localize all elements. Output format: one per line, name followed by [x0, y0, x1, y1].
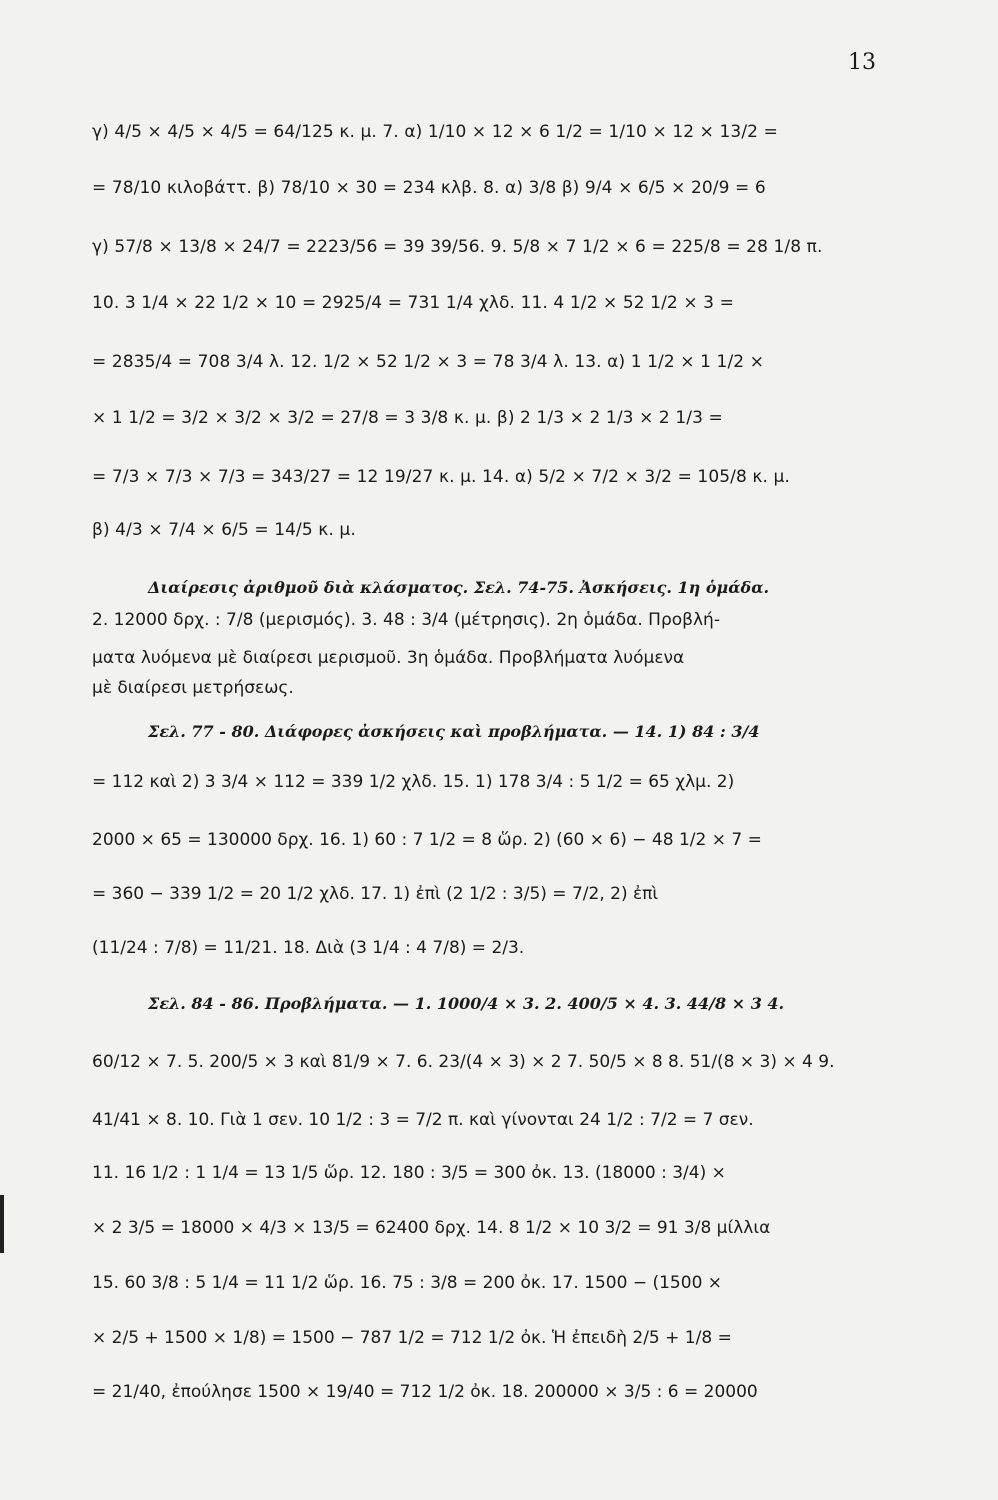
section2-line-1: = 112 καὶ 2) 3 3/4 × 112 = 339 1/2 χλδ. 15. 1) 178 3/4 : 5 1/2 = 65 χλμ. 2): [92, 772, 735, 792]
section3-line-6: × 2/5 + 1500 × 1/8) = 1500 − 787 1/2 = 712 1/2 ὀκ. Ἡ ἐπειδὴ 2/5 + 1/8 =: [92, 1328, 732, 1348]
page-edge-mark: [0, 1195, 4, 1253]
section1-line-3: μὲ διαίρεσι μετρήσεως.: [92, 678, 294, 698]
section-heading-exercises: Σελ. 77 - 80. Διάφορες ἀσκήσεις καὶ προβλήματα. — 14. 1) 84 : 3/4: [148, 722, 760, 741]
section3-line-7: = 21/40, ἐπούλησε 1500 × 19/40 = 712 1/2 ὀκ. 18. 200000 × 3/5 : 6 = 20000: [92, 1382, 758, 1402]
section3-line-4: × 2 3/5 = 18000 × 4/3 × 13/5 = 62400 δρχ. 14. 8 1/2 × 10 3/2 = 91 3/8 μίλλια: [92, 1218, 771, 1238]
section1-line-1: 2. 12000 δρχ. : 7/8 (μερισμός). 3. 48 : 3/4 (μέτρησις). 2η ὁμάδα. Προβλή-: [92, 610, 720, 630]
answer-line-1: γ) 4/5 × 4/5 × 4/5 = 64/125 κ. μ. 7. α) 1/10 × 12 × 6 1/2 = 1/10 × 12 × 13/2 =: [92, 122, 778, 142]
answer-line-4: 10. 3 1/4 × 22 1/2 × 10 = 2925/4 = 731 1/4 χλδ. 11. 4 1/2 × 52 1/2 × 3 =: [92, 293, 734, 313]
section-heading-problems: Σελ. 84 - 86. Προβλήματα. — 1. 1000/4 × 3. 2. 400/5 × 4. 3. 44/8 × 3 4.: [148, 994, 785, 1013]
section-heading-division: Διαίρεσις ἀριθμοῦ διὰ κλάσματος. Σελ. 74-75. Ἀσκήσεις. 1η ὁμάδα.: [148, 578, 770, 597]
answer-line-3: γ) 57/8 × 13/8 × 24/7 = 2223/56 = 39 39/56. 9. 5/8 × 7 1/2 × 6 = 225/8 = 28 1/8 π.: [92, 237, 823, 257]
section2-line-2: 2000 × 65 = 130000 δρχ. 16. 1) 60 : 7 1/2 = 8 ὥρ. 2) (60 × 6) − 48 1/2 × 7 =: [92, 830, 762, 850]
answer-line-8: β) 4/3 × 7/4 × 6/5 = 14/5 κ. μ.: [92, 520, 356, 540]
answer-line-5: = 2835/4 = 708 3/4 λ. 12. 1/2 × 52 1/2 × 3 = 78 3/4 λ. 13. α) 1 1/2 × 1 1/2 ×: [92, 352, 765, 372]
page-number: 13: [848, 50, 876, 75]
section3-line-3: 11. 16 1/2 : 1 1/4 = 13 1/5 ὥρ. 12. 180 : 3/5 = 300 ὀκ. 13. (18000 : 3/4) ×: [92, 1163, 726, 1183]
section3-line-1: 60/12 × 7. 5. 200/5 × 3 καὶ 81/9 × 7. 6. 23/(4 × 3) × 2 7. 50/5 × 8 8. 51/(8 × 3) × 4 9.: [92, 1052, 835, 1072]
answer-line-7: = 7/3 × 7/3 × 7/3 = 343/27 = 12 19/27 κ. μ. 14. α) 5/2 × 7/2 × 3/2 = 105/8 κ. μ.: [92, 467, 790, 487]
section2-line-3: = 360 − 339 1/2 = 20 1/2 χλδ. 17. 1) ἐπὶ (2 1/2 : 3/5) = 7/2, 2) ἐπὶ: [92, 884, 659, 904]
section1-line-2: ματα λυόμενα μὲ διαίρεσι μερισμοῦ. 3η ὁμάδα. Προβλήματα λυόμενα: [92, 648, 685, 668]
section3-line-2: 41/41 × 8. 10. Γιὰ 1 σεν. 10 1/2 : 3 = 7/2 π. καὶ γίνονται 24 1/2 : 7/2 = 7 σεν.: [92, 1110, 754, 1130]
section2-line-4: (11/24 : 7/8) = 11/21. 18. Διὰ (3 1/4 : 4 7/8) = 2/3.: [92, 938, 525, 958]
section3-line-5: 15. 60 3/8 : 5 1/4 = 11 1/2 ὥρ. 16. 75 : 3/8 = 200 ὀκ. 17. 1500 − (1500 ×: [92, 1273, 723, 1293]
answer-line-2: = 78/10 κιλοβάττ. β) 78/10 × 30 = 234 κλβ. 8. α) 3/8 β) 9/4 × 6/5 × 20/9 = 6: [92, 178, 766, 198]
answer-line-6: × 1 1/2 = 3/2 × 3/2 × 3/2 = 27/8 = 3 3/8 κ. μ. β) 2 1/3 × 2 1/3 × 2 1/3 =: [92, 408, 723, 428]
